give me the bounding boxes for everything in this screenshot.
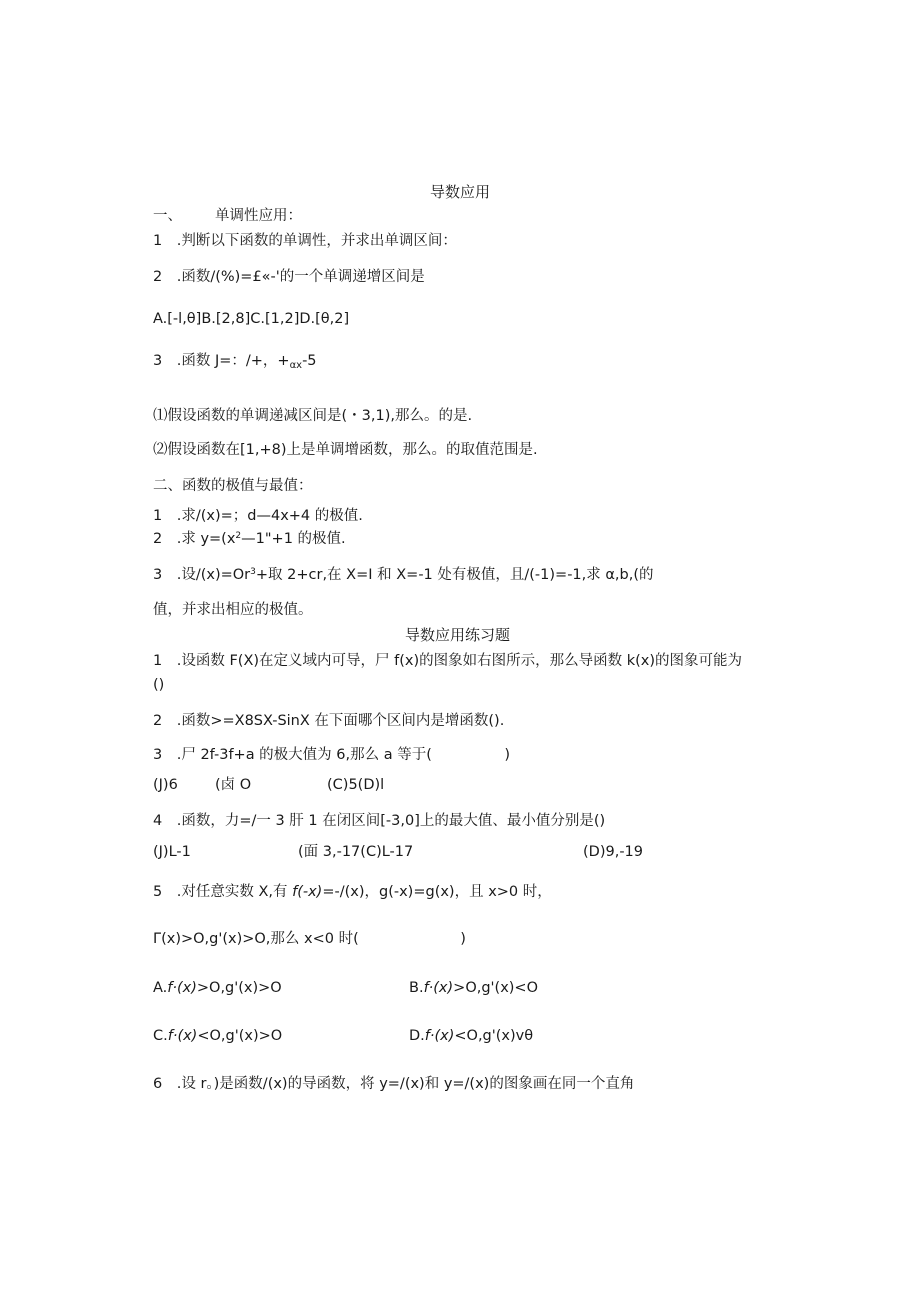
- exercise-question-5: [153, 883, 552, 901]
- section-2-heading: 二、函数的极值与最值：: [153, 478, 313, 494]
- s1-question-3-part-2: ⑵假设函数在[1,+8)上是单调增函数，那么。的取值范围是.: [153, 442, 538, 458]
- exercise-question-3-option-cd: (C)5(D)l: [327, 777, 385, 793]
- s1-question-2: 2 .函数/(%)=£«-'的一个单调递增区间是: [153, 269, 425, 285]
- option-c-text: <O,g'(x)>O: [197, 1028, 283, 1044]
- section-1-number: 一、: [153, 208, 182, 224]
- s1-question-2-options: A.[-l,θ]B.[2,8]C.[1,2]D.[θ,2]: [153, 311, 350, 327]
- section-1-heading: 单调性应用：: [215, 208, 302, 224]
- e-q5-text: 5 .对任意实数 X,有: [153, 884, 293, 900]
- exercise-question-2: 2 .函数>=X8SX-SinX 在下面哪个区间内是增函数().: [153, 713, 505, 729]
- e-q5-tail: =-/(x)，g(-x)=g(x)，且 x>0 时，: [322, 884, 552, 900]
- exercise-question-5-option-a: [153, 979, 282, 997]
- s1-question-3: [153, 352, 317, 372]
- s1-q3-text: 3 .函数 J=：/+，+: [153, 353, 290, 369]
- s2-question-1: 1 .求/(x)=；d—4x+4 的极值.: [153, 508, 363, 524]
- s2-q2-superscript: 2: [235, 531, 242, 541]
- s2-q2-text: 2 .求 y=(x: [153, 531, 236, 547]
- option-a-letter: A.: [153, 980, 168, 996]
- exercise-question-3: 3 .尸 2f-3f+a 的极大值为 6,那么 a 等于( ): [153, 747, 511, 763]
- s2-q3-text: 3 .设/(x)=Or: [153, 567, 251, 583]
- exercise-question-4-option-bc: (面 3,-17(C)L-17: [298, 844, 414, 860]
- page-title: 导数应用: [430, 183, 491, 201]
- s2-question-3: [153, 566, 654, 586]
- exercise-question-1-blank: (): [153, 677, 165, 693]
- s2-q2-tail: —1"+1 的极值.: [241, 531, 346, 547]
- s2-question-2: [153, 530, 346, 550]
- exercise-question-5-option-d: [409, 1027, 533, 1045]
- exercise-question-3-option-b: (卤 O: [215, 777, 252, 793]
- exercise-question-6: 6 .设 r。)是函数/(x)的导函数，将 y=/(x)和 y=/(x)的图象画在同一个直角: [153, 1076, 635, 1092]
- option-d-letter: D.: [409, 1028, 425, 1044]
- option-b-text: >O,g'(x)<O: [453, 980, 538, 996]
- exercise-title: 导数应用练习题: [405, 626, 511, 644]
- s1-q3-subscript: αx: [289, 360, 303, 371]
- exercise-question-4-option-d: (D)9,-19: [583, 844, 643, 860]
- s1-q3-tail: -5: [302, 353, 317, 369]
- s2-q3-tail: +取 2+cr,在 X=I 和 X=-1 处有极值，且/(-1)=-1,求 α,b,(的: [255, 567, 654, 583]
- exercise-question-1: 1 .设函数 F(X)在定义域内可导，尸 f(x)的图象如右图所示，那么导函数 k(x)的图象可能为: [153, 653, 743, 669]
- e-q5-italic: f(-x): [292, 884, 323, 900]
- option-d-italic: f·(x): [424, 1028, 455, 1044]
- s2-q3-superscript: 3: [250, 567, 256, 577]
- exercise-question-5-option-b: [409, 979, 538, 997]
- s1-question-3-part-1: ⑴假设函数的单调递减区间是(・3,1),那么。的是.: [153, 408, 473, 424]
- option-a-text: >O,g'(x)>O: [196, 980, 282, 996]
- s2-question-3-cont: 值，并求出相应的极值。: [153, 602, 313, 618]
- exercise-question-4: 4 .函数，力=/一 3 肝 1 在闭区间[-3,0]上的最大值、最小值分别是(): [153, 813, 606, 829]
- option-b-letter: B.: [409, 980, 424, 996]
- exercise-question-5-option-c: [153, 1027, 282, 1045]
- option-b-italic: f·(x): [423, 980, 454, 996]
- option-c-italic: f·(x): [167, 1028, 198, 1044]
- exercise-question-5-cont: Γ(x)>O,g'(x)>O,那么 x<0 时( ): [153, 931, 466, 947]
- option-c-letter: C.: [153, 1028, 168, 1044]
- option-d-text: <O,g'(x)vθ: [454, 1028, 534, 1044]
- option-a-italic: f·(x): [167, 980, 197, 996]
- exercise-question-3-option-a: (J)6: [153, 777, 178, 793]
- exercise-question-4-option-a: (J)L-1: [153, 844, 191, 860]
- s1-question-1: 1 .判断以下函数的单调性，并求出单调区间：: [153, 233, 457, 249]
